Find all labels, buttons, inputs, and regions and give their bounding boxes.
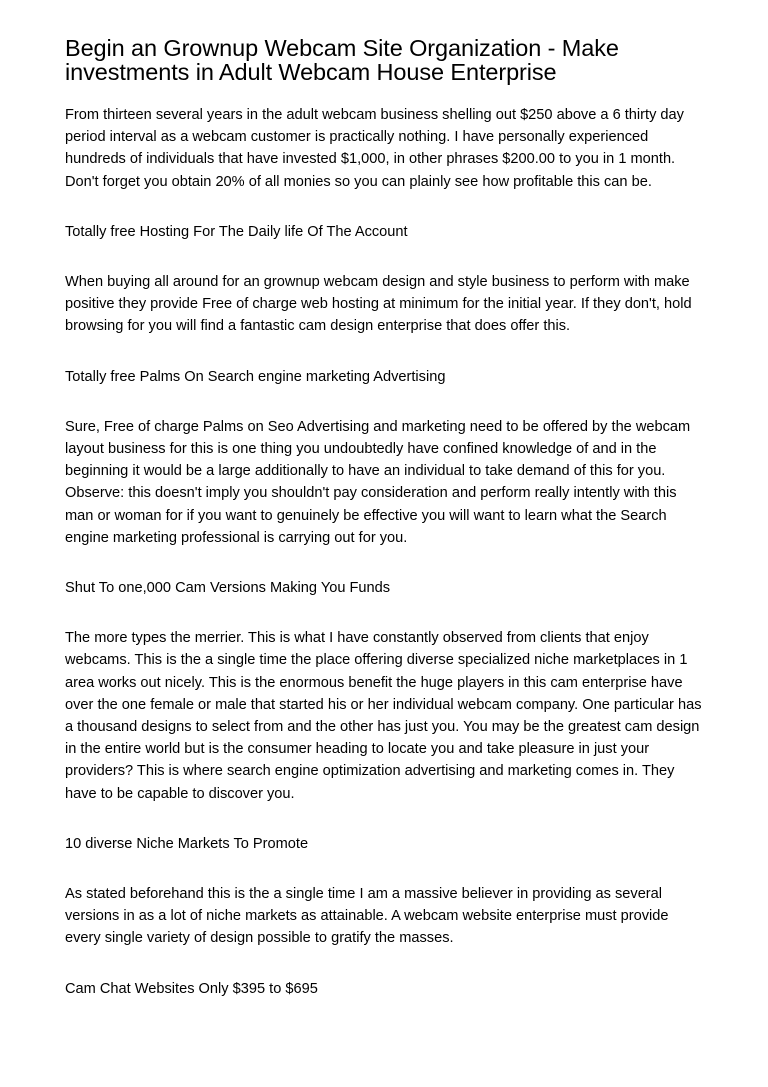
paragraph-cam-versions: The more types the merrier. This is what I have constantly observed from clients that enjoy webcams. This is the a single time the place offering diverse specialized niche marketplaces in 1 area works out nicely. This is the enormous benefit the huge players in this cam enterprise have over the one female or male that started his or her individual webcam company. One particular has a thousand designs to select from and the other has just you. You may be the greatest cam design in the entire world but is the consumer heading to locate you and take pleasure in just your providers? This is where search engine optimization advertising and marketing comes in. They have to be capable to discover you. xyxy=(65,630,702,802)
paragraph-seo-advertising: Sure, Free of charge Palms on Seo Advertising and marketing need to be offered by the webcam layout business for this is one thing you undoubtedly have confined knowledge of and in the beginning it would be a large additionally to have an individual to take demand of this for you. Observe: this doesn't imply you shouldn't pay consideration and perform really intently with this man or woman for if you want to genuinely be effective you will want to learn what the Search engine marketing professional is carrying out for you. xyxy=(65,418,691,546)
section-heading-seo-advertising: Totally free Palms On Search engine marketing Advertising xyxy=(65,368,446,385)
section-heading-cam-versions: Shut To one,000 Cam Versions Making You Funds xyxy=(65,580,391,597)
document-title: Begin an Grownup Webcam Site Organization - Make investments in Adult Webcam House Enterprise xyxy=(65,35,619,85)
section-heading-niche-markets: 10 diverse Niche Markets To Promote xyxy=(65,835,309,852)
paragraph-niche-markets: As stated beforehand this is the a single time I am a massive believer in providing as several versions in as a lot of niche markets as attainable. A webcam website enterprise must provide every single variety of design possible to gratify the masses. xyxy=(65,886,669,947)
section-heading-cam-chat-websites: Cam Chat Websites Only $395 to $695 xyxy=(65,980,318,997)
paragraph-free-hosting: When buying all around for an grownup webcam design and style business to perform with make positive they provide Free of charge web hosting at minimum for the initial year. If they don't, hold browsing for you will find a fantastic cam design enterprise that does offer this. xyxy=(65,274,692,335)
section-heading-free-hosting: Totally free Hosting For The Daily life Of The Account xyxy=(65,223,408,240)
paragraph-intro: From thirteen several years in the adult webcam business shelling out $250 above a 6 thirty day period interval as a webcam customer is practically nothing. I have personally experienced hundreds of individuals that have invested $1,000, in other phrases $200.00 to you in 1 month. Don't forget you obtain 20% of all monies so you can plainly see how profitable this can be. xyxy=(65,107,684,190)
